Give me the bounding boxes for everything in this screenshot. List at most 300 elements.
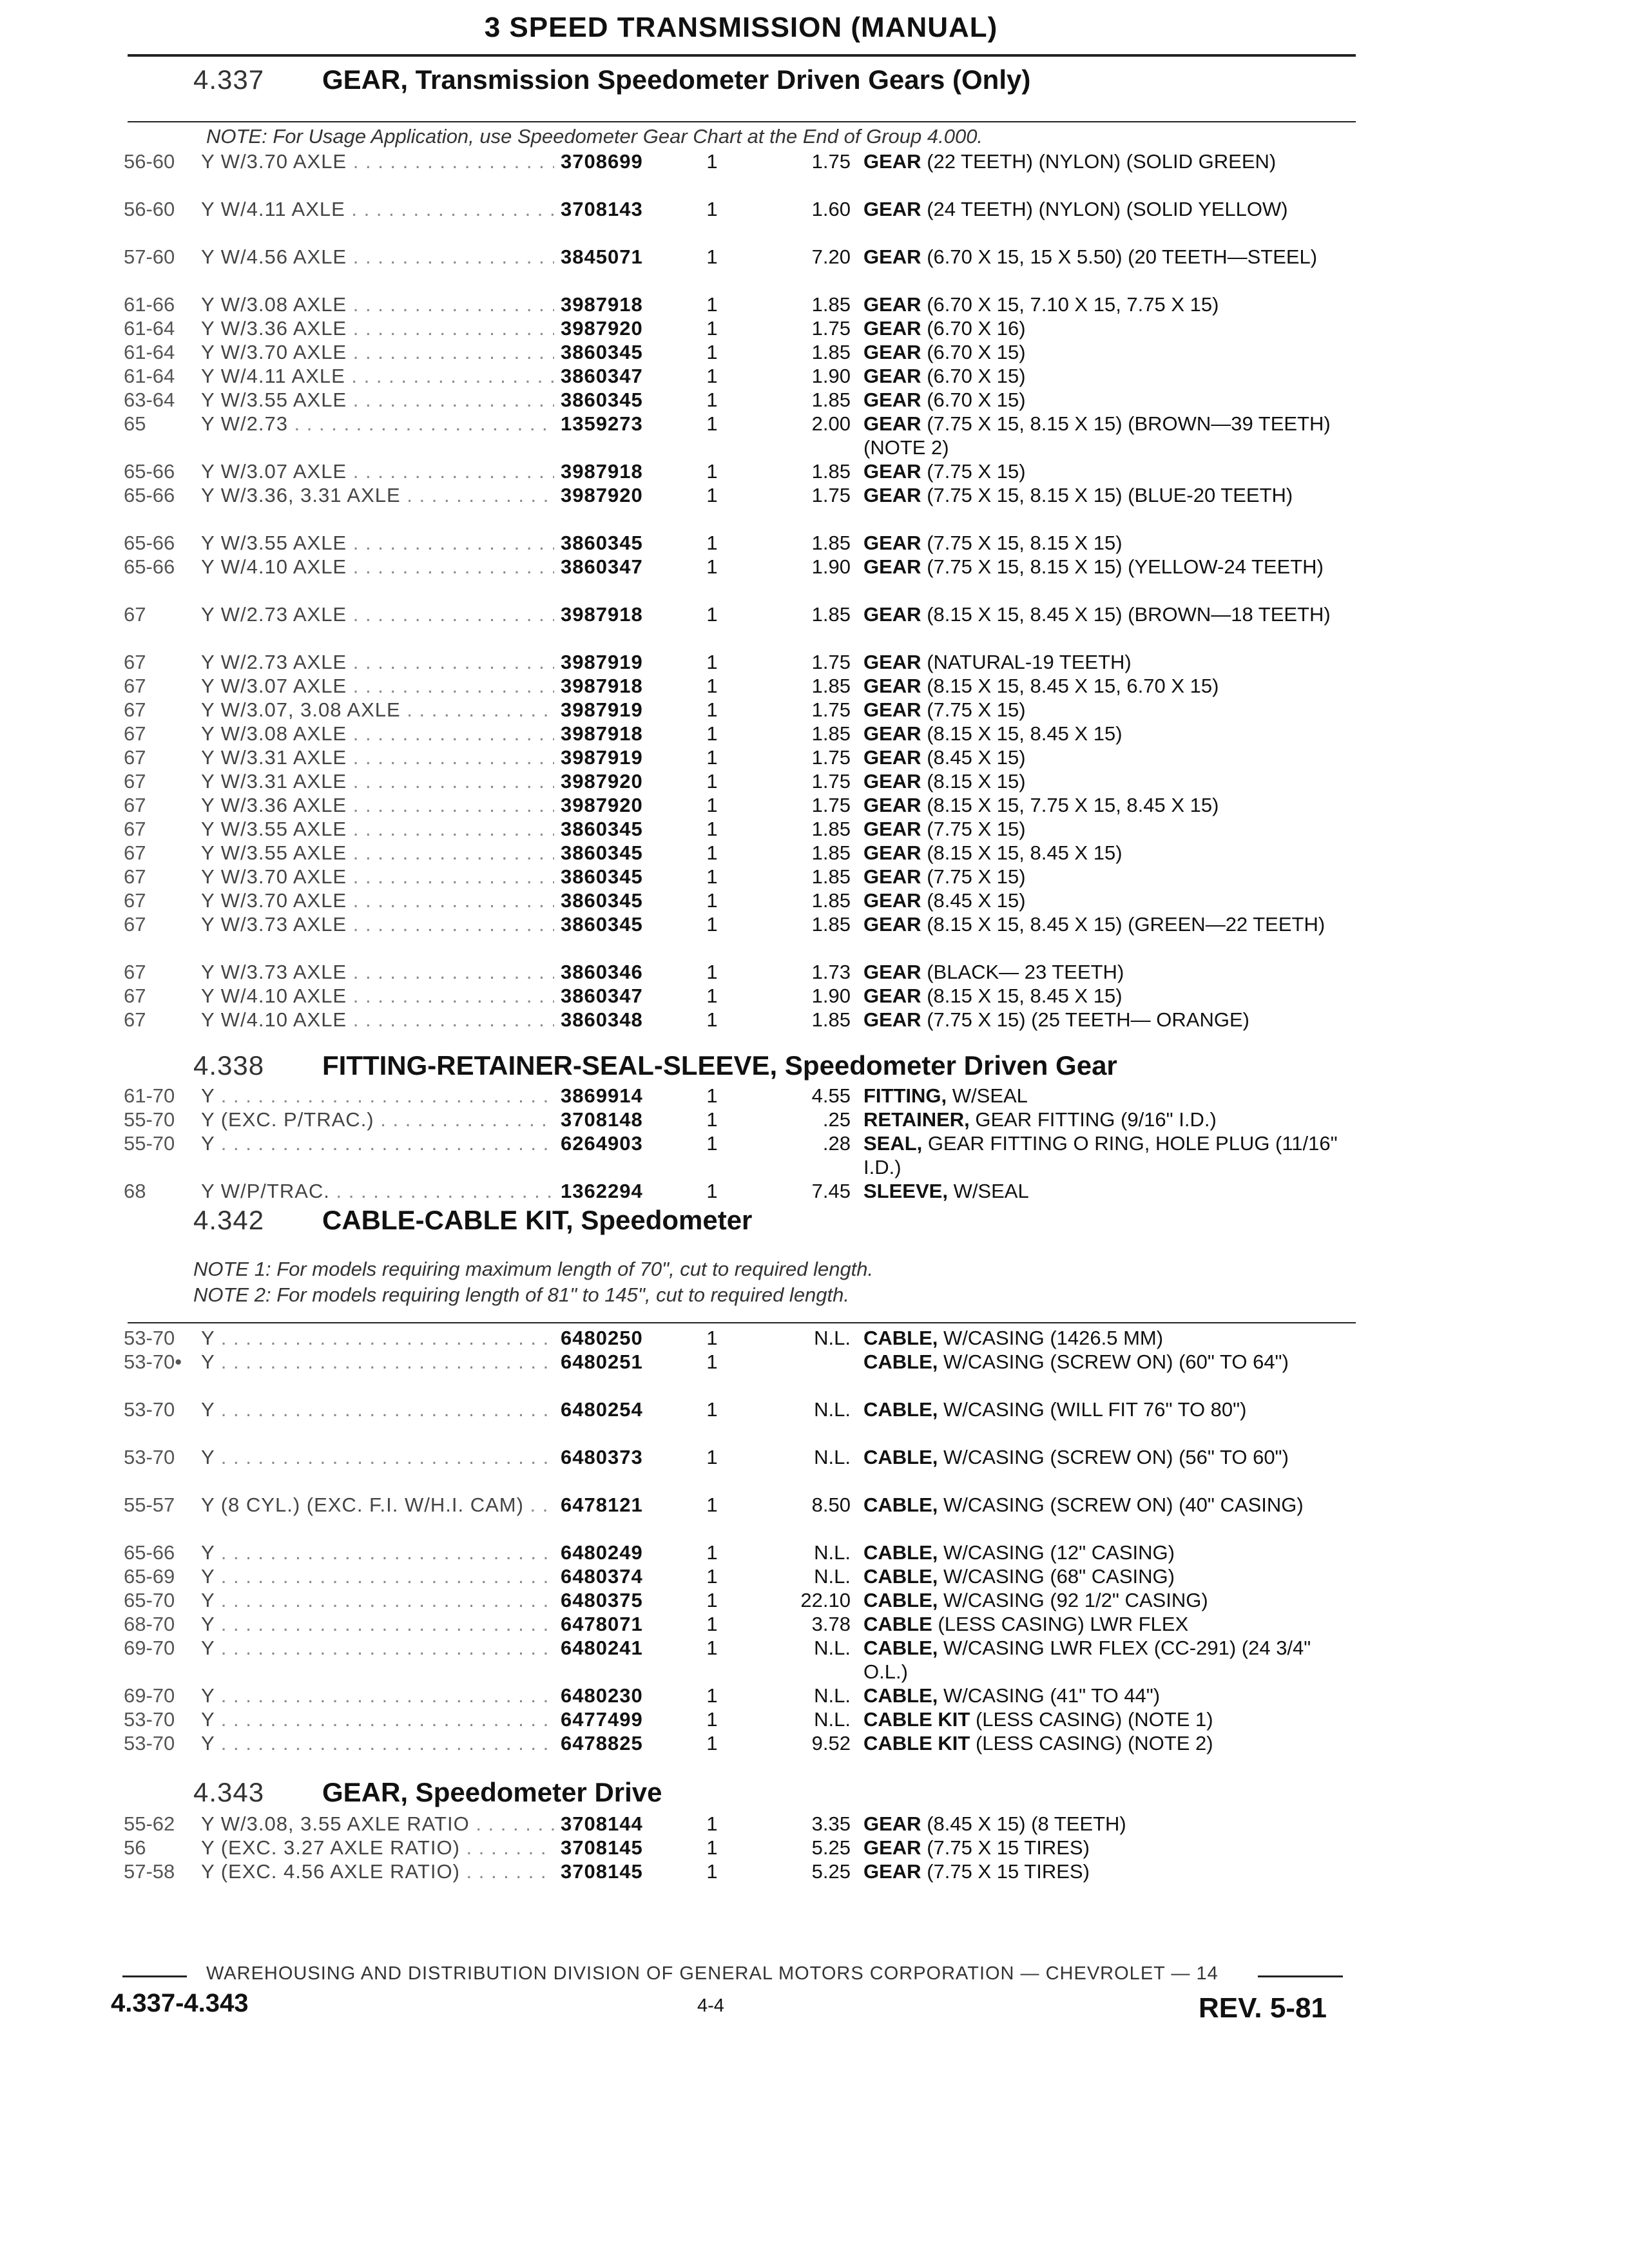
row-description-detail: W/CASING LWR FLEX (CC-291) (24 3/4" O.L.) (863, 1637, 1316, 1683)
row-part-number: 3860347 (561, 365, 643, 387)
row-year: 67 (124, 794, 146, 816)
row-model: Y W/4.56 AXLE . . . (201, 245, 554, 269)
row-description-detail: (7.75 X 15, 8.15 X 15) (YELLOW-24 TEETH) (927, 555, 1324, 578)
row-price: 1.85 (811, 818, 851, 840)
row-description-keyword: GEAR (863, 913, 921, 936)
row-description-detail: (7.75 X 15) (927, 865, 1026, 888)
row-year: 67 (124, 818, 146, 840)
row-model: Y W/2.73 AXLE . . . (201, 650, 554, 674)
row-description-keyword: GEAR (863, 841, 921, 864)
row-description-keyword: GEAR (863, 317, 921, 340)
row-price: 1.75 (811, 150, 851, 173)
row-description (863, 865, 1353, 889)
row-description-detail: W/CASING (SCREW ON) (60" TO 64") (943, 1350, 1289, 1373)
row-year: 65-70 (124, 1589, 175, 1611)
part-row (0, 1636, 1629, 1684)
row-description-detail: W/CASING (41" TO 44") (943, 1684, 1161, 1707)
row-price: N.L. (814, 1708, 851, 1731)
row-year: 55-57 (124, 1494, 175, 1516)
row-year: 56-60 (124, 198, 175, 220)
row-year: 53-70 (124, 1732, 175, 1754)
row-description (863, 555, 1353, 579)
row-year: 57-58 (124, 1860, 175, 1883)
row-quantity: 1 (706, 1613, 718, 1635)
row-description-keyword: SLEEVE, (863, 1180, 948, 1202)
row-quantity: 1 (706, 675, 718, 697)
row-description-keyword: GEAR (863, 1008, 921, 1031)
row-quantity: 1 (706, 651, 718, 673)
part-row (0, 1612, 1629, 1636)
row-model: Y . . . (201, 1541, 554, 1564)
row-price: 1.85 (811, 1008, 851, 1031)
row-description-keyword: GEAR (863, 770, 921, 793)
row-model: Y . . . (201, 1350, 554, 1374)
section-number: 4.343 (193, 1777, 265, 1807)
row-description-keyword: GEAR (863, 865, 921, 888)
row-year: 53-70• (124, 1350, 182, 1373)
row-year: 67 (124, 651, 146, 673)
row-price: 1.85 (811, 341, 851, 363)
row-description-keyword: CABLE, (863, 1327, 938, 1349)
row-year: 68-70 (124, 1613, 175, 1635)
row-quantity: 1 (706, 746, 718, 769)
row-description-keyword: GEAR (863, 1812, 921, 1835)
row-description-keyword: CABLE, (863, 1541, 938, 1564)
row-description-keyword: SEAL, (863, 1132, 923, 1155)
part-row (0, 1541, 1629, 1564)
row-description-detail: (8.45 X 15) (927, 746, 1026, 769)
part-row (0, 1707, 1629, 1731)
row-model: Y W/3.08 AXLE . . . (201, 722, 554, 745)
row-price: 7.45 (811, 1180, 851, 1202)
row-model: Y W/3.31 AXLE . . . (201, 769, 554, 793)
row-quantity: 1 (706, 1132, 718, 1155)
row-description-detail: (7.75 X 15 TIRES) (927, 1836, 1090, 1859)
row-quantity: 1 (706, 365, 718, 387)
row-description (863, 650, 1353, 674)
row-description-keyword: GEAR (863, 675, 921, 697)
row-model: Y W/3.07 AXLE . . . (201, 674, 554, 698)
row-description-keyword: GEAR (863, 651, 921, 673)
row-description-detail: (8.15 X 15, 8.45 X 15) (BROWN—18 TEETH) (927, 603, 1331, 626)
row-description (863, 483, 1353, 507)
row-model: Y . . . (201, 1684, 554, 1707)
row-model: Y W/3.36, 3.31 AXLE . . . (201, 483, 554, 507)
row-model: Y (EXC. 4.56 AXLE RATIO) . . . (201, 1860, 554, 1883)
row-description (863, 1707, 1353, 1731)
row-part-number: 6480241 (561, 1637, 643, 1659)
part-row (0, 483, 1629, 531)
row-price: N.L. (814, 1541, 851, 1564)
part-row (0, 1398, 1629, 1445)
part-row (0, 650, 1629, 674)
row-description-detail: (6.70 X 15, 15 X 5.50) (20 TEETH—STEEL) (927, 245, 1318, 268)
row-description-detail: (8.15 X 15, 8.45 X 15) (927, 841, 1123, 864)
row-description (863, 1588, 1353, 1612)
row-description-detail: W/CASING (68" CASING) (943, 1565, 1175, 1588)
row-part-number: 3860345 (561, 389, 643, 411)
parts-list (0, 1812, 1629, 1883)
row-price: 1.85 (811, 532, 851, 554)
row-model: Y (EXC. P/TRAC.) . . . (201, 1108, 554, 1131)
page-title: 3 SPEED TRANSMISSION (MANUAL) (484, 12, 998, 43)
row-part-number: 3860348 (561, 1008, 643, 1031)
row-model: Y W/3.70 AXLE . . . (201, 340, 554, 364)
row-price: .28 (822, 1132, 851, 1155)
row-quantity: 1 (706, 1541, 718, 1564)
row-model: Y W/3.55 AXLE . . . (201, 817, 554, 841)
row-model: Y W/3.73 AXLE . . . (201, 912, 554, 936)
row-year: 61-64 (124, 365, 175, 387)
row-description-keyword: CABLE, (863, 1589, 938, 1611)
row-quantity: 1 (706, 1812, 718, 1835)
row-quantity: 1 (706, 1398, 718, 1421)
part-row (0, 817, 1629, 841)
row-year: 67 (124, 722, 146, 745)
row-description (863, 722, 1353, 745)
row-description-detail: (8.45 X 15) (8 TEETH) (927, 1812, 1126, 1835)
row-part-number: 3860345 (561, 865, 643, 888)
row-part-number: 3987919 (561, 746, 643, 769)
row-model: Y . . . (201, 1131, 554, 1155)
row-description-detail: W/CASING (SCREW ON) (40" CASING) (943, 1494, 1304, 1516)
section-note: NOTE: For Usage Application, use Speedometer Gear Chart at the End of Group 4.000. (206, 125, 983, 148)
section-number: 4.342 (193, 1205, 265, 1235)
row-year: 55-70 (124, 1108, 175, 1131)
row-model: Y W/3.55 AXLE . . . (201, 531, 554, 555)
row-description (863, 1731, 1353, 1755)
row-description (863, 197, 1353, 221)
row-price: N.L. (814, 1398, 851, 1421)
part-row (0, 769, 1629, 793)
row-part-number: 3860345 (561, 841, 643, 864)
row-part-number: 6480249 (561, 1541, 643, 1564)
row-year: 67 (124, 985, 146, 1007)
row-price: 2.00 (811, 412, 851, 435)
row-description-keyword: GEAR (863, 555, 921, 578)
section-heading (193, 1777, 662, 1808)
row-quantity: 1 (706, 460, 718, 483)
row-part-number: 6480254 (561, 1398, 643, 1421)
row-part-number: 6480374 (561, 1565, 643, 1588)
part-row (0, 793, 1629, 817)
row-description-keyword: GEAR (863, 389, 921, 411)
row-year: 56 (124, 1836, 146, 1859)
row-description (863, 1564, 1353, 1588)
row-description-keyword: GEAR (863, 341, 921, 363)
row-description-detail: (8.15 X 15, 8.45 X 15) (927, 722, 1123, 745)
row-model: Y . . . (201, 1445, 554, 1469)
part-row (0, 1731, 1629, 1755)
row-price: 7.20 (811, 245, 851, 268)
row-part-number: 3708143 (561, 198, 643, 220)
section-number: 4.338 (193, 1050, 265, 1081)
row-price: 1.85 (811, 675, 851, 697)
row-part-number: 3845071 (561, 245, 643, 268)
row-quantity: 1 (706, 1008, 718, 1031)
row-price: 1.85 (811, 841, 851, 864)
part-row (0, 722, 1629, 745)
row-year: 68 (124, 1180, 146, 1202)
row-year: 67 (124, 746, 146, 769)
row-model: Y W/4.10 AXLE . . . (201, 555, 554, 579)
row-part-number: 3987918 (561, 460, 643, 483)
row-model: Y . . . (201, 1636, 554, 1660)
row-price: 1.75 (811, 484, 851, 506)
row-description (863, 1008, 1353, 1032)
row-description-detail: (6.70 X 15, 7.10 X 15, 7.75 X 15) (927, 293, 1219, 316)
row-description-keyword: GEAR (863, 603, 921, 626)
row-year: 65 (124, 412, 146, 435)
part-row (0, 1684, 1629, 1707)
row-year: 69-70 (124, 1637, 175, 1659)
row-model: Y W/4.11 AXLE . . . (201, 197, 554, 221)
row-part-number: 3860346 (561, 961, 643, 983)
row-description-keyword: GEAR (863, 961, 921, 983)
row-quantity: 1 (706, 985, 718, 1007)
row-part-number: 3987918 (561, 293, 643, 316)
row-part-number: 3860345 (561, 889, 643, 912)
row-year: 67 (124, 603, 146, 626)
row-year: 53-70 (124, 1446, 175, 1468)
row-description-detail: (7.75 X 15) (927, 818, 1026, 840)
row-description-detail: (7.75 X 15, 8.15 X 15) (BROWN—39 TEETH) (NOTE 2) (863, 412, 1336, 459)
row-model: Y W/4.10 AXLE . . . (201, 984, 554, 1008)
row-quantity: 1 (706, 1860, 718, 1883)
row-model: Y (8 CYL.) (EXC. F.I. W/H.I. CAM) . . . (201, 1493, 554, 1517)
row-description (863, 245, 1353, 269)
row-year: 65-66 (124, 460, 175, 483)
row-description-detail: (BLACK— 23 TEETH) (927, 961, 1124, 983)
row-price: 1.75 (811, 317, 851, 340)
row-description-detail: (6.70 X 16) (927, 317, 1026, 340)
section-heading (193, 1205, 752, 1236)
row-year: 55-62 (124, 1812, 175, 1835)
parts-list (0, 1084, 1629, 1203)
row-price: 1.90 (811, 555, 851, 578)
part-row (0, 531, 1629, 555)
row-description-keyword: GEAR (863, 365, 921, 387)
row-part-number: 6480373 (561, 1446, 643, 1468)
row-year: 63-64 (124, 389, 175, 411)
row-year: 53-70 (124, 1327, 175, 1349)
row-price: 1.85 (811, 889, 851, 912)
row-year: 65-69 (124, 1565, 175, 1588)
row-model: Y W/3.55 AXLE . . . (201, 841, 554, 865)
row-quantity: 1 (706, 412, 718, 435)
row-description-keyword: CABLE, (863, 1398, 938, 1421)
row-price: 1.90 (811, 985, 851, 1007)
row-part-number: 3708144 (561, 1812, 643, 1835)
row-part-number: 3860345 (561, 532, 643, 554)
row-price: 3.35 (811, 1812, 851, 1835)
row-description-detail: (6.70 X 15) (927, 389, 1026, 411)
row-model: Y W/3.31 AXLE . . . (201, 745, 554, 769)
row-description (863, 364, 1353, 388)
row-price: 1.75 (811, 698, 851, 721)
part-row (0, 1836, 1629, 1860)
row-part-number: 6480230 (561, 1684, 643, 1707)
row-description (863, 1326, 1353, 1350)
row-price: 1.85 (811, 865, 851, 888)
row-quantity: 1 (706, 1180, 718, 1202)
row-description-detail: (7.75 X 15 TIRES) (927, 1860, 1090, 1883)
row-description-detail: (8.15 X 15, 7.75 X 15, 8.45 X 15) (927, 794, 1219, 816)
row-part-number: 6478825 (561, 1732, 643, 1754)
row-quantity: 1 (706, 1684, 718, 1707)
row-quantity: 1 (706, 603, 718, 626)
row-model: Y W/3.73 AXLE . . . (201, 960, 554, 984)
row-description-detail: (LESS CASING) (NOTE 2) (975, 1732, 1213, 1754)
row-description-detail: (7.75 X 15) (25 TEETH— ORANGE) (927, 1008, 1249, 1031)
parts-list (0, 1326, 1629, 1755)
part-row (0, 1564, 1629, 1588)
part-row (0, 1493, 1629, 1541)
section-number: 4.337 (193, 64, 265, 95)
row-year: 67 (124, 841, 146, 864)
row-description-detail: W/SEAL (953, 1180, 1029, 1202)
row-model: Y . . . (201, 1326, 554, 1350)
parts-list (0, 149, 1629, 1032)
row-description-keyword: FITTING, (863, 1084, 947, 1107)
row-year: 65-66 (124, 1541, 175, 1564)
row-year: 67 (124, 889, 146, 912)
row-description-keyword: GEAR (863, 889, 921, 912)
row-part-number: 3708699 (561, 150, 643, 173)
part-row (0, 674, 1629, 698)
row-quantity: 1 (706, 293, 718, 316)
row-quantity: 1 (706, 1327, 718, 1349)
part-row (0, 459, 1629, 483)
row-description-detail: W/CASING (92 1/2" CASING) (943, 1589, 1208, 1611)
part-row (0, 149, 1629, 197)
row-model: Y W/3.36 AXLE . . . (201, 316, 554, 340)
row-quantity: 1 (706, 889, 718, 912)
row-price: 4.55 (811, 1084, 851, 1107)
row-year: 67 (124, 961, 146, 983)
row-description-detail: (LESS CASING) (NOTE 1) (975, 1708, 1213, 1731)
row-year: 65-66 (124, 555, 175, 578)
part-row (0, 841, 1629, 865)
row-quantity: 1 (706, 1350, 718, 1373)
section-note: NOTE 2: For models requiring length of 81" to 145", cut to required length. (193, 1283, 850, 1306)
row-description (863, 1179, 1353, 1203)
row-quantity: 1 (706, 245, 718, 268)
row-model: Y . . . (201, 1731, 554, 1755)
row-description-detail: (8.15 X 15) (927, 770, 1026, 793)
row-part-number: 3860345 (561, 818, 643, 840)
row-part-number: 3987918 (561, 675, 643, 697)
row-quantity: 1 (706, 389, 718, 411)
row-description-detail: W/CASING (WILL FIT 76" TO 80") (943, 1398, 1247, 1421)
part-row (0, 412, 1629, 459)
row-model: Y W/P/TRAC. . . . (201, 1179, 554, 1203)
row-year: 61-70 (124, 1084, 175, 1107)
row-year: 65-66 (124, 532, 175, 554)
row-description (863, 769, 1353, 793)
row-year: 61-64 (124, 317, 175, 340)
row-description-detail: (6.70 X 15) (927, 365, 1026, 387)
row-description (863, 698, 1353, 722)
part-row (0, 555, 1629, 602)
row-price: 1.85 (811, 913, 851, 936)
row-year: 53-70 (124, 1708, 175, 1731)
part-row (0, 1179, 1629, 1203)
part-row (0, 912, 1629, 960)
row-year: 69-70 (124, 1684, 175, 1707)
footer-page-number: 4-4 (697, 1995, 724, 2016)
row-year: 67 (124, 1008, 146, 1031)
row-model: Y . . . (201, 1612, 554, 1636)
row-description-detail: (24 TEETH) (NYLON) (SOLID YELLOW) (927, 198, 1288, 220)
row-part-number: 3860347 (561, 985, 643, 1007)
row-price: 8.50 (811, 1494, 851, 1516)
part-row (0, 1588, 1629, 1612)
row-description-keyword: CABLE, (863, 1494, 938, 1516)
row-part-number: 6480250 (561, 1327, 643, 1349)
row-part-number: 3987920 (561, 794, 643, 816)
row-description-detail: (7.75 X 15, 8.15 X 15) (BLUE-20 TEETH) (927, 484, 1293, 506)
row-description (863, 817, 1353, 841)
row-price: 5.25 (811, 1836, 851, 1859)
row-description-detail: (NATURAL-19 TEETH) (927, 651, 1132, 673)
row-description (863, 1108, 1353, 1131)
row-model: Y W/3.55 AXLE . . . (201, 388, 554, 412)
footer-revision: REV. 5-81 (1199, 1992, 1327, 2024)
row-year: 67 (124, 675, 146, 697)
row-price: N.L. (814, 1565, 851, 1588)
title-rule (128, 54, 1356, 57)
row-model: Y . . . (201, 1588, 554, 1612)
row-price: 3.78 (811, 1613, 851, 1635)
row-description (863, 912, 1353, 936)
part-row (0, 197, 1629, 245)
part-row (0, 889, 1629, 912)
row-quantity: 1 (706, 484, 718, 506)
row-quantity: 1 (706, 532, 718, 554)
section-rule (128, 121, 1356, 122)
row-year: 67 (124, 865, 146, 888)
row-description (863, 1612, 1353, 1636)
row-description (863, 960, 1353, 984)
row-description-detail: (8.15 X 15, 8.45 X 15, 6.70 X 15) (927, 675, 1219, 697)
row-description-detail: (7.75 X 15) (927, 698, 1026, 721)
row-part-number: 6478121 (561, 1494, 643, 1516)
row-description-detail: GEAR FITTING O RING, HOLE PLUG (11/16" I.D.) (863, 1132, 1344, 1178)
part-row (0, 1350, 1629, 1398)
row-description (863, 1084, 1353, 1108)
row-description (863, 1684, 1353, 1707)
row-model: Y W/3.70 AXLE . . . (201, 149, 554, 173)
row-description (863, 745, 1353, 769)
row-quantity: 1 (706, 317, 718, 340)
row-description-detail: (8.15 X 15, 8.45 X 15) (927, 985, 1123, 1007)
row-price: 1.85 (811, 460, 851, 483)
row-description (863, 1860, 1353, 1883)
row-quantity: 1 (706, 1108, 718, 1131)
row-description-detail: GEAR FITTING (9/16" I.D.) (975, 1108, 1217, 1131)
row-price: 22.10 (800, 1589, 851, 1611)
row-quantity: 1 (706, 841, 718, 864)
row-part-number: 6480375 (561, 1589, 643, 1611)
row-model: Y W/3.70 AXLE . . . (201, 889, 554, 912)
row-part-number: 3987920 (561, 484, 643, 506)
row-model: Y W/4.10 AXLE . . . (201, 1008, 554, 1032)
row-price: 1.85 (811, 722, 851, 745)
row-part-number: 3860345 (561, 913, 643, 936)
row-quantity: 1 (706, 818, 718, 840)
part-row (0, 293, 1629, 316)
